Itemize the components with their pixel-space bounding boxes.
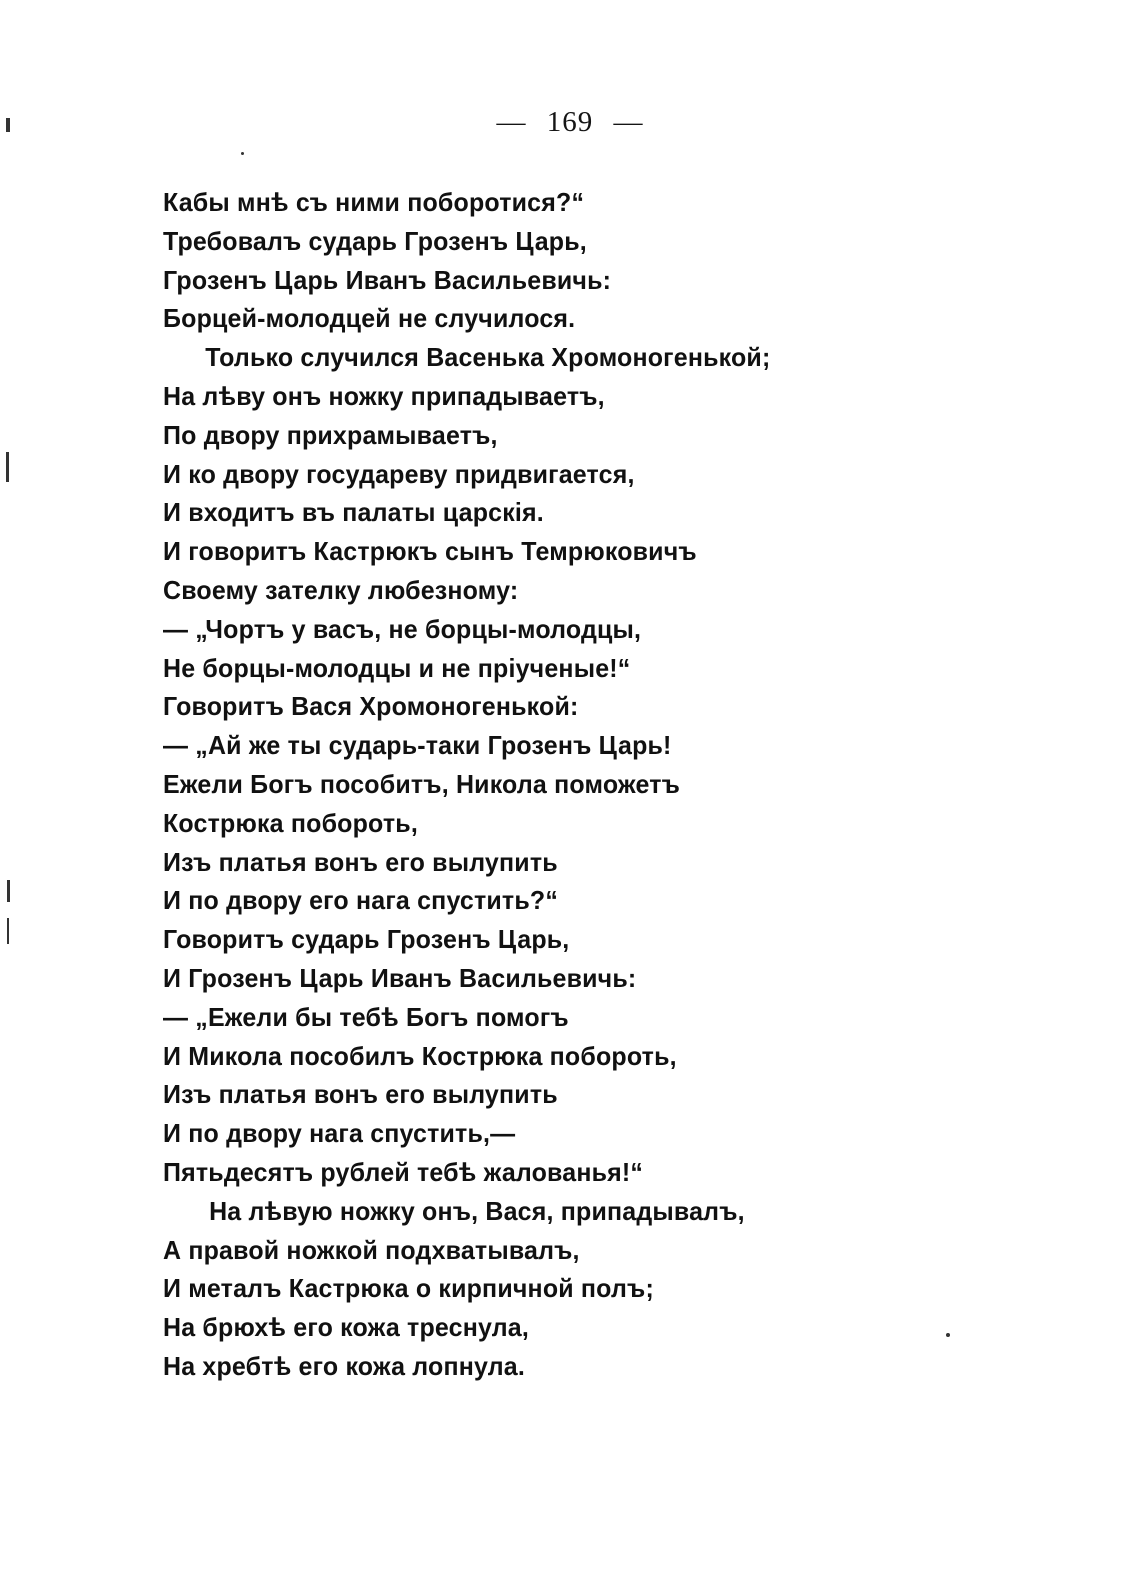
verse-line: — „Ежели бы тебѣ Богъ помогъ [163, 1001, 569, 1032]
page-number-dash-left: — [496, 106, 527, 138]
verse-line: Изъ платья вонъ его вылупить [163, 1079, 558, 1110]
verse-line: Борцей-молодцей не случилося. [163, 303, 576, 334]
verse-line: И ко двору государеву придвигается, [163, 458, 635, 489]
verse-line: Грозенъ Царь Иванъ Васильевичь: [163, 264, 612, 295]
verse-line: Не борцы-молодцы и не пріученые!“ [163, 652, 631, 683]
verse-line: И по двору его нага спустить?“ [163, 885, 558, 916]
verse-line: И Микола пособилъ Кострюка побороть, [163, 1040, 677, 1071]
verse-line: Кабы мнѣ съ ними побоpотися?“ [163, 187, 585, 217]
verse-line: На брюхѣ его кожа треснула, [163, 1312, 529, 1343]
scan-mark [6, 452, 9, 482]
verse-text [163, 183, 1063, 1386]
verse-line: На хребтѣ его кожа лопнула. [163, 1350, 526, 1381]
verse-line: Говоритъ сударь Грозенъ Царь, [163, 924, 570, 955]
verse-line: Требовалъ сударь Грозенъ Царь, [163, 225, 587, 256]
verse-line: Изъ платья вонъ его вылупить [163, 846, 558, 877]
verse-line: Кострюка побороть, [163, 807, 418, 838]
verse-line: И металъ Кастрюка о кирпичной полъ; [163, 1273, 654, 1304]
verse-line: На лѣву онъ ножку припадываетъ, [163, 380, 605, 411]
verse-line: Ежели Богъ пособитъ, Никола поможетъ [163, 768, 681, 799]
verse-line: Говоритъ Вася Хромоногенькой: [163, 691, 579, 722]
verse-line: А правой ножкой подхватывалъ, [163, 1234, 580, 1265]
page-number-dash-right: — [613, 106, 644, 138]
verse-line: Своему зателку любезному: [163, 574, 519, 605]
page-number-value: 169 [546, 106, 594, 138]
scan-mark [7, 918, 9, 944]
scan-speck [241, 152, 244, 155]
verse-line: И входитъ въ палаты царскія. [163, 497, 544, 528]
verse-line: И Грозенъ Царь Иванъ Васильевичь: [163, 962, 637, 993]
scan-mark [7, 880, 10, 902]
verse-line: На лѣвую ножку онъ, Вася, припадывалъ, [209, 1195, 745, 1226]
verse-line: И по двору нага спустить,— [163, 1118, 516, 1149]
verse-line: — „Ай же ты сударь-таки Грозенъ Царь! [163, 730, 672, 761]
verse-line: И говоритъ Кастрюкъ сынъ Темрюковичъ [163, 536, 697, 567]
verse-line: По двору прихрамываетъ, [163, 419, 498, 450]
verse-line: — „Чортъ у васъ, не борцы-молодцы, [163, 613, 642, 644]
page-number [0, 106, 1140, 139]
verse-line: Только случился Васенька Хромоногенькой; [205, 342, 771, 373]
verse-line: Пятьдесятъ рублей тебѣ жалованья!“ [163, 1156, 644, 1187]
